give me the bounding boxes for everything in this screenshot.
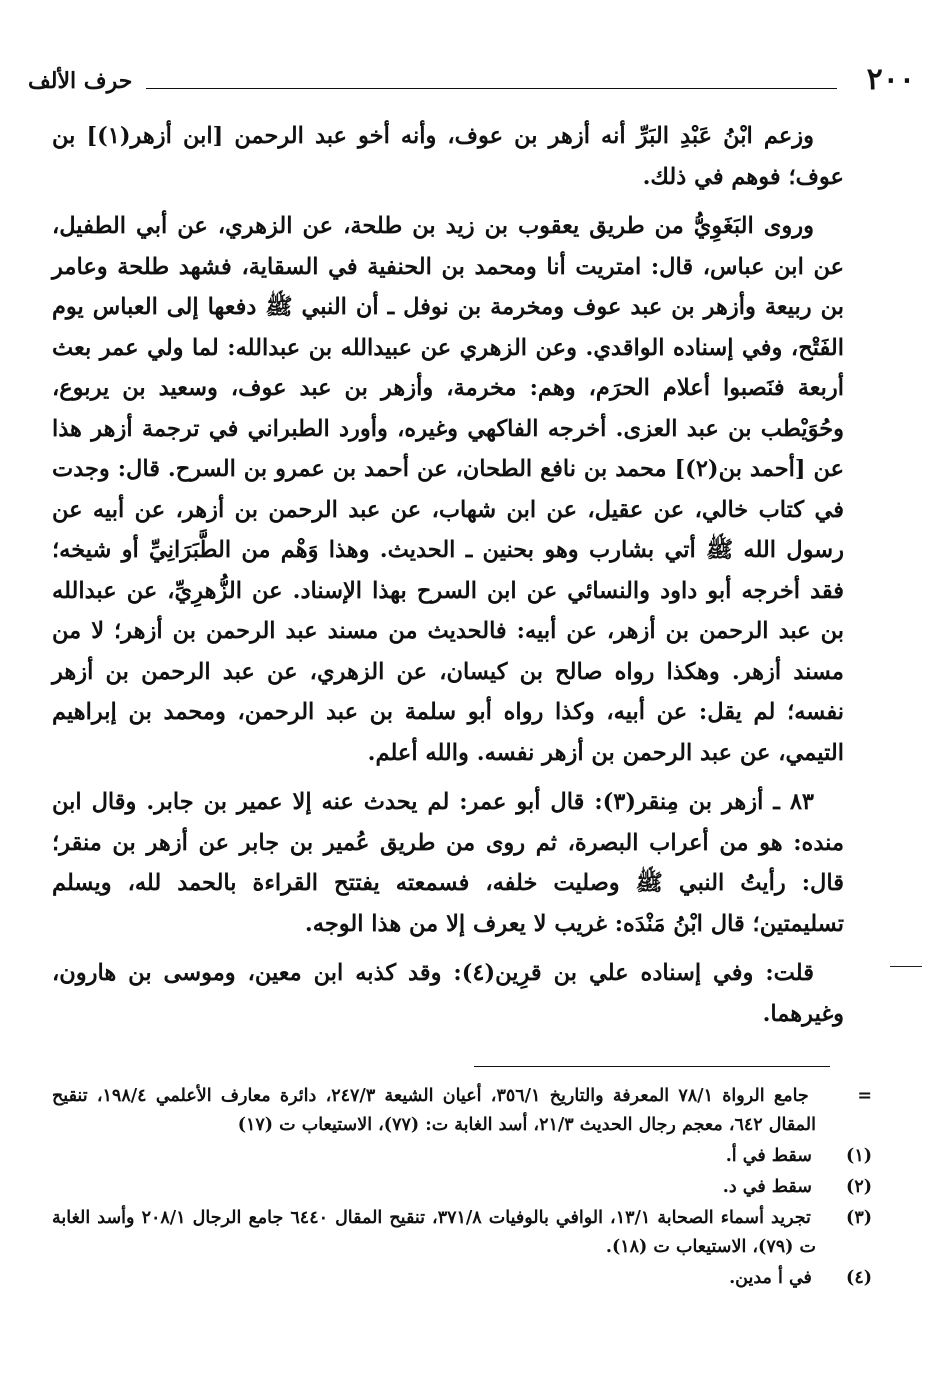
main-text: [52, 116, 844, 1043]
footnote-mark: (٣): [846, 1208, 872, 1228]
footnote-text: في أ مدين.: [729, 1268, 812, 1288]
footnote-2: [52, 1173, 872, 1202]
footnote-mark: (٢): [846, 1177, 872, 1197]
footnote-separator: [474, 1066, 830, 1067]
footnote-mark: (٤): [846, 1268, 872, 1288]
footnote-4: [52, 1264, 872, 1293]
footnote-text: جامع الرواة ٧٨/١ المعرفة والتاريخ ٣٥٦/١، أعيان الشيعة ٢٤٧/٣، دائرة معارف الأعلمي ١٩٨/٤، تنقيح المقال ٦٤٢، معجم رجال الحديث ٢١/٣، أسد الغابة ت: (٧٧)، الاستيعاب ت (١٧): [52, 1086, 816, 1135]
footnote-continued: [52, 1082, 873, 1140]
footnote-1: [52, 1142, 872, 1171]
footnote-text: سقط في أ.: [725, 1146, 812, 1166]
paragraph-baghawi: وروى البَغَوِيُّ من طريق يعقوب بن زيد بن طلحة، عن الزهري، عن أبي الطفيل، عن ابن عباس، قال: امتريت أنا ومحمد بن الحنفية في السقاية، فشهد طلحة وعامر بن ربيعة وأزهر بن عبد عوف ومخرمة بن نوفل ـ أن النبي ﷺ دفعها إلى العباس يوم الفَتْح، وفي إسناده الواقدي. وعن الزهري عن عبيدالله بن عبدالله: لما ولي عمر بعث أربعة فنَصبوا أعلام الحرَم، وهم: مخرمة، وأزهر بن عبد عوف، وسعيد بن يربوع، وحُوَيْطب بن عبد العزى. أخرجه الفاكهي وغيره، وأورد الطبراني في ترجمة أزهر هذا عن [أحمد بن(٢)] محمد بن نافع الطحان، عن أحمد بن عمرو بن السرح. قال: وجدت في كتاب خالي، عن عقيل، عن ابن شهاب، عن عبد الرحمن بن أزهر، عن أبيه عن رسول الله ﷺ أتي بشارب وهو بحنين ـ الحديث. وهذا وَهْم من الطَّبَرَانِيِّ أو شيخه؛ فقد أخرجه أبو داود والنسائي عن ابن السرح بهذا الإسناد. عن الزُّهرِيِّ، عن عبدالله بن عبد الرحمن بن أزهر، عن أبيه: فالحديث من مسند عبد الرحمن بن أزهر؛ لا من مسند أزهر. وهكذا رواه صالح بن كيسان، عن الزهري، عن عبد الرحمن بن أزهر نفسه؛ لم يقل: عن أبيه، وكذا رواه أبو سلمة بن عبد الرحمن، ومحمد بن إبراهيم التيمي، عن عبد الرحمن بن أزهر نفسه. والله أعلم.: [52, 213, 844, 766]
running-head: حرف الألف: [28, 68, 133, 94]
paragraph-qultu: قلت: وفي إسناده علي بن قرِين(٤): وقد كذبه ابن معين، وموسى بن هارون، وغيرهما.: [52, 960, 844, 1027]
page-header: [28, 62, 915, 100]
margin-mark: [890, 966, 922, 967]
footnote-3: [52, 1204, 872, 1262]
footnote-mark: (١): [846, 1146, 872, 1166]
footnote-mark: =: [857, 1086, 873, 1106]
page-number: ٢٠٠: [866, 62, 915, 97]
footnote-text: تجريد أسماء الصحابة ١٣/١، الوافي بالوفيات ٣٧١/٨، تنقيح المقال ٦٤٤٠ جامع الرجال ٢٠٨/١ وأسد الغابة ت (٧٩)، الاستيعاب ت (١٨).: [52, 1208, 816, 1257]
header-rule: [146, 88, 837, 89]
footnote-text: سقط في د.: [722, 1177, 812, 1197]
footnotes: [52, 1082, 873, 1295]
paragraph-ibn-abd-al-barr: وزعم ابْنُ عَبْدِ البَرِّ أنه أزهر بن عوف، وأنه أخو عبد الرحمن [ابن أزهر(١)] بن عوف؛ فوهم في ذلك.: [52, 123, 844, 190]
entry-83-azhar-bin-minqar: ٨٣ ـ أزهر بن مِنقر(٣): قال أبو عمر: لم يحدث عنه إلا عمير بن جابر. وقال ابن منده: هو من أعراب البصرة، ثم روى من طريق عُمير بن جابر عن أزهر بن منقر؛ قال: رأيتُ النبي ﷺ وصليت خلفه، فسمعته يفتتح القراءة بالحمد لله، ويسلم تسليمتين؛ قال ابْنُ مَنْدَه: غريب لا يعرف إلا من هذا الوجه.: [52, 789, 844, 937]
